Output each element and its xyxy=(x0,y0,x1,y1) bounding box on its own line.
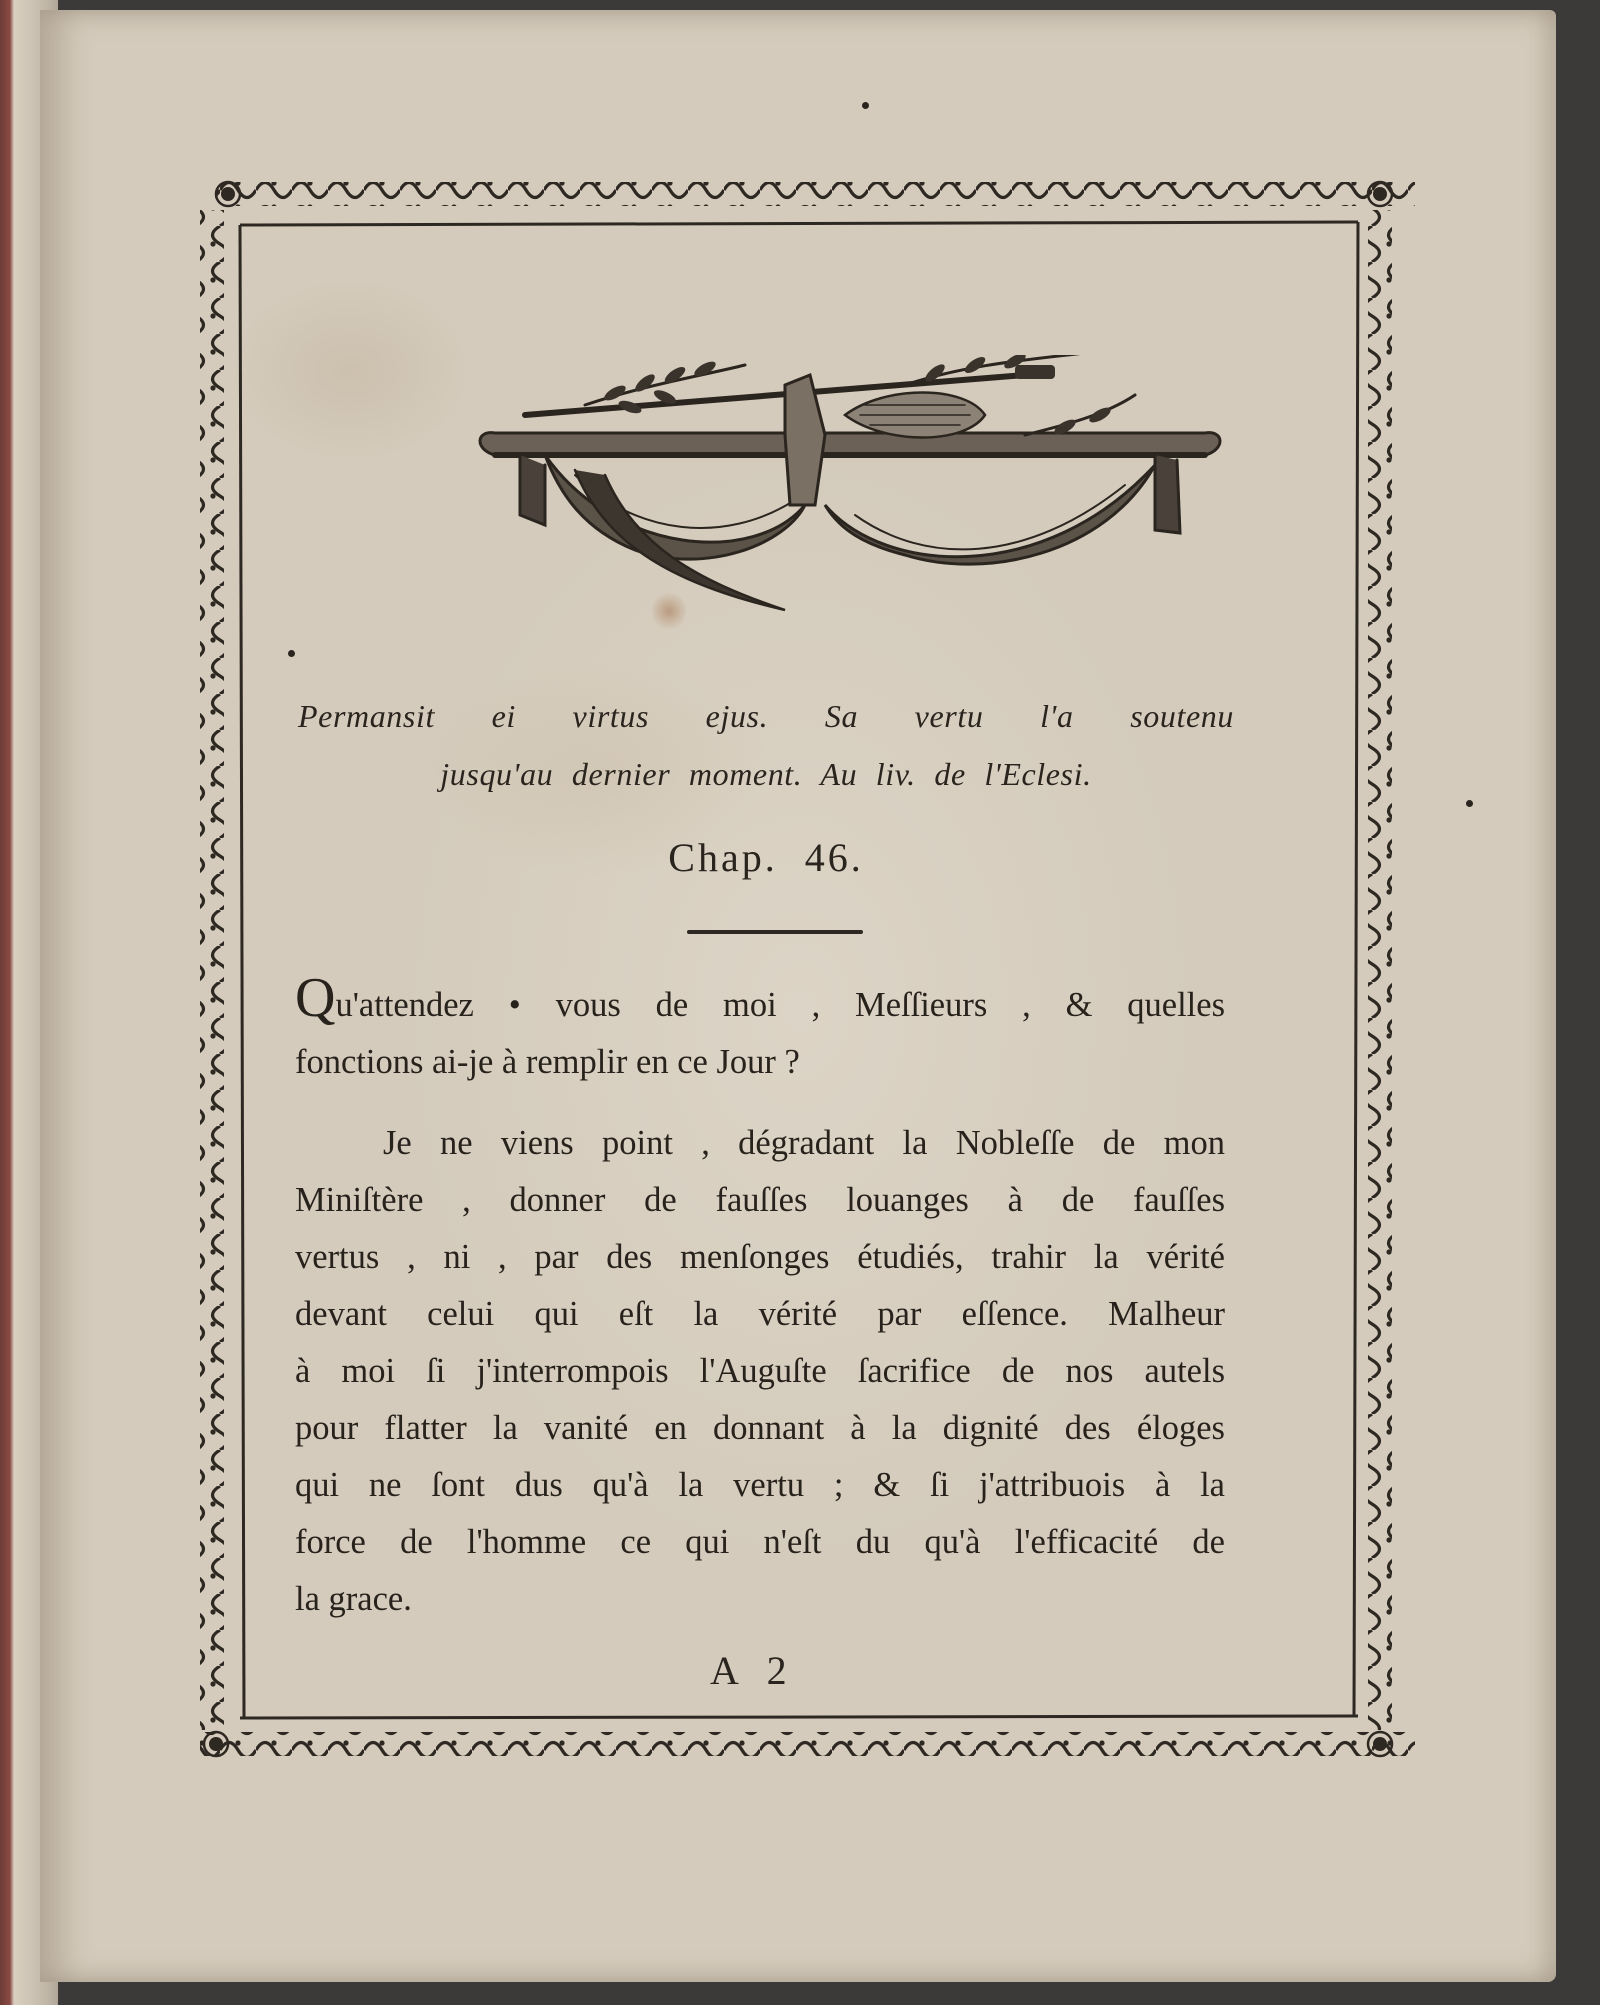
opening-paragraph xyxy=(295,967,1225,1091)
text-line: qui ne ſont dus qu'à la vertu ; & ſi j'attribuois à la xyxy=(295,1466,1225,1504)
text-line: Je ne viens point , dégradant la Nobleſſe de mon xyxy=(383,1124,1225,1162)
trophy-vignette-illustration xyxy=(465,355,1235,615)
ink-speck xyxy=(288,650,295,657)
ink-speck xyxy=(862,102,869,109)
text-line: devant celui qui eſt la vérité par eſſence. Malheur xyxy=(295,1295,1225,1333)
text-line: Qu'attendez • vous de moi , Meſſieurs , & quelles xyxy=(295,967,1225,1029)
text-line: force de l'homme ce qui n'eſt du qu'à l'efficacité de xyxy=(295,1523,1225,1561)
text-line: fonctions ai-je à remplir en ce Jour ? xyxy=(295,1043,800,1081)
text-line: à moi ſi j'interrompois l'Auguſte ſacrifice de nos autels xyxy=(295,1352,1225,1390)
ink-speck xyxy=(1466,800,1473,807)
book-page xyxy=(40,10,1556,1982)
text-line: la grace. xyxy=(295,1580,412,1618)
chapter-heading: Chap. 46. xyxy=(668,835,864,880)
epigraph-line-2: jusqu'au dernier moment. Au liv. de l'Eclesi. xyxy=(440,756,1092,792)
signature-mark: A 2 xyxy=(710,1648,797,1693)
body-paragraph xyxy=(295,1115,1225,1628)
text-line: pour flatter la vanité en donnant à la dignité des éloges xyxy=(295,1409,1225,1447)
text-line: Miniſtère , donner de fauſſes louanges à de fauſſes xyxy=(295,1181,1225,1219)
text-line: vertus , ni , par des menſonges étudiés, trahir la vérité xyxy=(295,1238,1225,1276)
epigraph-line-1: Permansit ei virtus ejus. Sa vertu l'a soutenu xyxy=(298,698,1234,734)
heading-rule xyxy=(687,930,863,934)
